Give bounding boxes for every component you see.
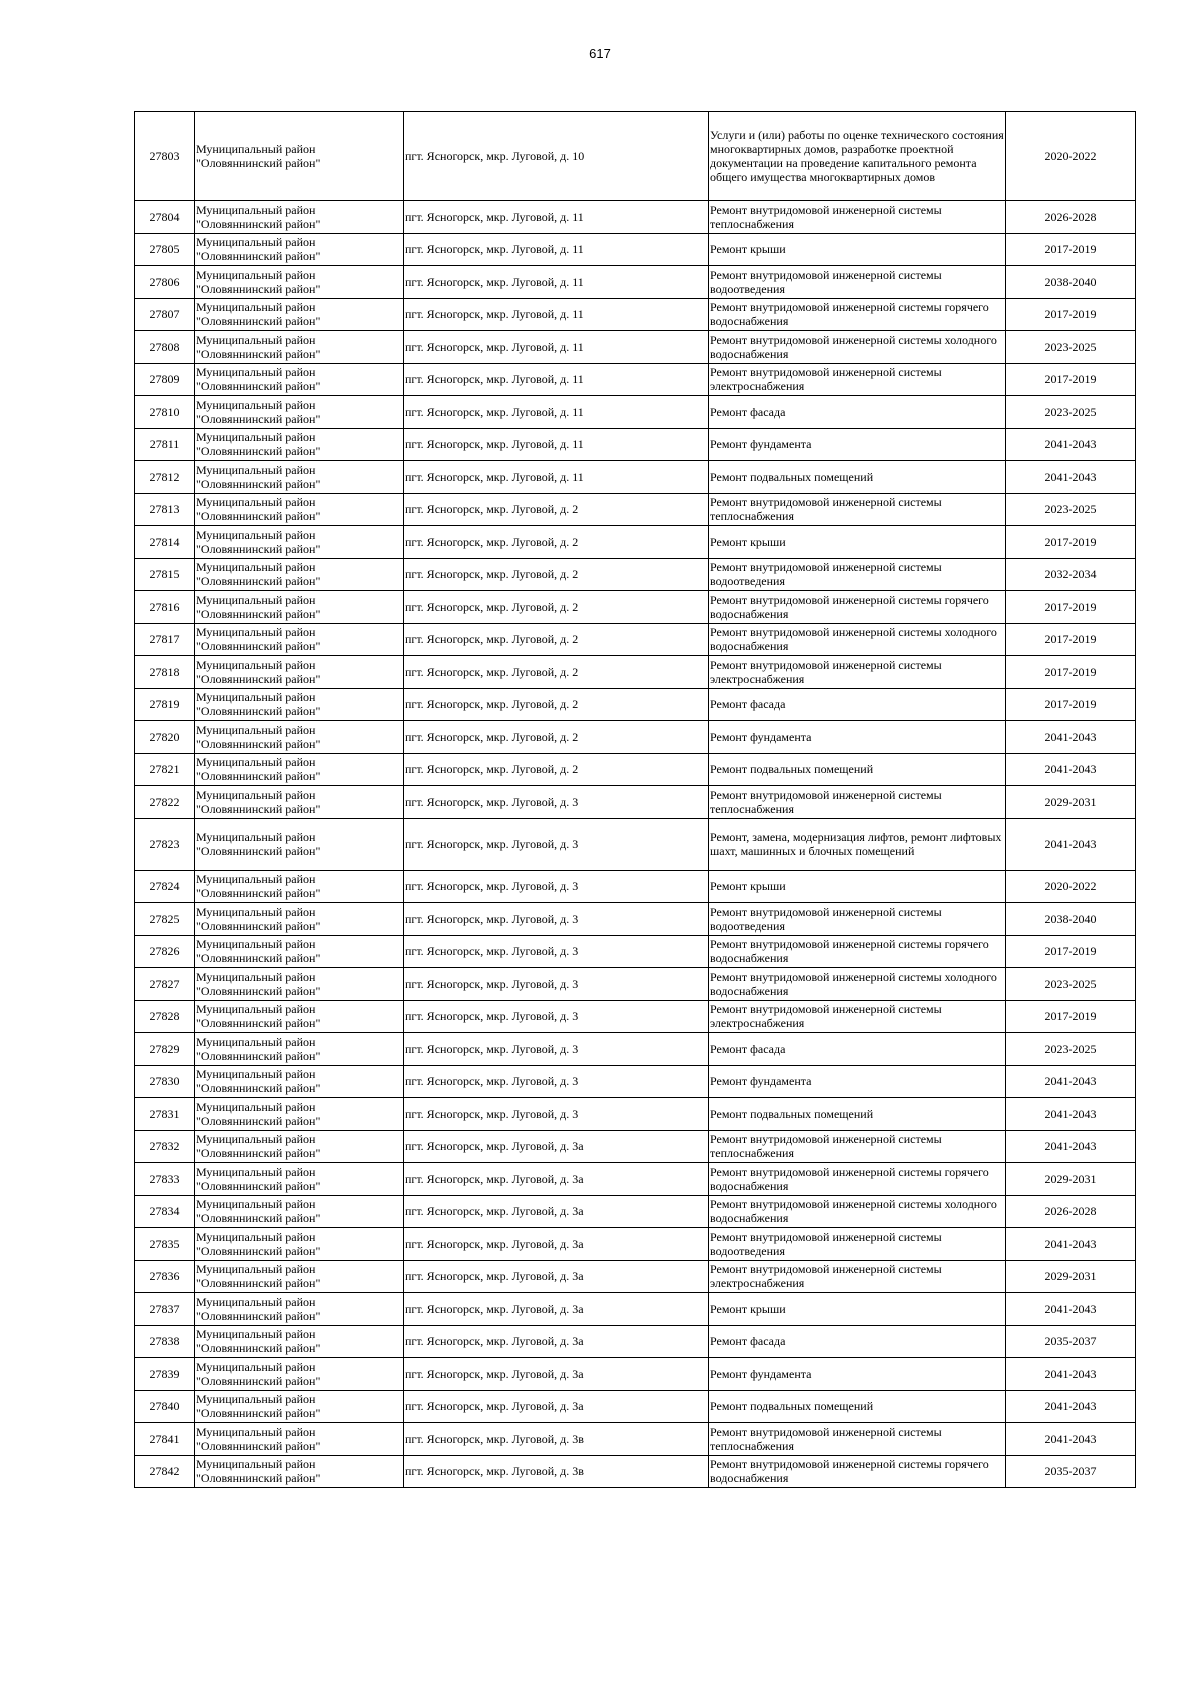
table-row xyxy=(135,558,1136,591)
district-cell: Муниципальный район "Оловяннинский район" xyxy=(195,623,404,656)
address-cell: пгт. Ясногорск, мкр. Луговой, д. 2 xyxy=(404,721,709,754)
period-cell: 2017-2019 xyxy=(1006,688,1136,721)
row-id-cell: 27828 xyxy=(135,1000,195,1033)
work-type-cell: Ремонт подвальных помещений xyxy=(709,461,1006,494)
row-id-cell: 27816 xyxy=(135,591,195,624)
district-cell: Муниципальный район "Оловяннинский район" xyxy=(195,1423,404,1456)
district-cell: Муниципальный район "Оловяннинский район" xyxy=(195,818,404,870)
table-row xyxy=(135,1260,1136,1293)
district-cell: Муниципальный район "Оловяннинский район" xyxy=(195,558,404,591)
table-row xyxy=(135,1325,1136,1358)
row-id-cell: 27809 xyxy=(135,363,195,396)
work-type-cell: Ремонт фасада xyxy=(709,688,1006,721)
row-id-cell: 27820 xyxy=(135,721,195,754)
district-cell: Муниципальный район "Оловяннинский район" xyxy=(195,1228,404,1261)
period-cell: 2017-2019 xyxy=(1006,935,1136,968)
district-cell: Муниципальный район "Оловяннинский район" xyxy=(195,201,404,234)
address-cell: пгт. Ясногорск, мкр. Луговой, д. 11 xyxy=(404,363,709,396)
address-cell: пгт. Ясногорск, мкр. Луговой, д. 3а xyxy=(404,1358,709,1391)
address-cell: пгт. Ясногорск, мкр. Луговой, д. 3а xyxy=(404,1163,709,1196)
district-cell: Муниципальный район "Оловяннинский район" xyxy=(195,870,404,903)
district-cell: Муниципальный район "Оловяннинский район" xyxy=(195,1195,404,1228)
period-cell: 2017-2019 xyxy=(1006,656,1136,689)
period-cell: 2035-2037 xyxy=(1006,1325,1136,1358)
work-type-cell: Ремонт внутридомовой инженерной системы теплоснабжения xyxy=(709,786,1006,819)
period-cell: 2041-2043 xyxy=(1006,1228,1136,1261)
row-id-cell: 27835 xyxy=(135,1228,195,1261)
address-cell: пгт. Ясногорск, мкр. Луговой, д. 3а xyxy=(404,1260,709,1293)
work-type-cell: Ремонт фундамента xyxy=(709,1065,1006,1098)
address-cell: пгт. Ясногорск, мкр. Луговой, д. 3а xyxy=(404,1130,709,1163)
row-id-cell: 27815 xyxy=(135,558,195,591)
row-id-cell: 27840 xyxy=(135,1390,195,1423)
address-cell: пгт. Ясногорск, мкр. Луговой, д. 3 xyxy=(404,935,709,968)
table-row xyxy=(135,266,1136,299)
table-row xyxy=(135,1000,1136,1033)
row-id-cell: 27841 xyxy=(135,1423,195,1456)
address-cell: пгт. Ясногорск, мкр. Луговой, д. 2 xyxy=(404,558,709,591)
district-cell: Муниципальный район "Оловяннинский район" xyxy=(195,1293,404,1326)
address-cell: пгт. Ясногорск, мкр. Луговой, д. 3 xyxy=(404,786,709,819)
table-row xyxy=(135,591,1136,624)
period-cell: 2038-2040 xyxy=(1006,266,1136,299)
address-cell: пгт. Ясногорск, мкр. Луговой, д. 3в xyxy=(404,1455,709,1488)
work-type-cell: Ремонт фасада xyxy=(709,1325,1006,1358)
period-cell: 2041-2043 xyxy=(1006,1293,1136,1326)
address-cell: пгт. Ясногорск, мкр. Луговой, д. 11 xyxy=(404,266,709,299)
district-cell: Муниципальный район "Оловяннинский район" xyxy=(195,591,404,624)
row-id-cell: 27819 xyxy=(135,688,195,721)
work-type-cell: Ремонт крыши xyxy=(709,233,1006,266)
period-cell: 2017-2019 xyxy=(1006,1000,1136,1033)
work-type-cell: Ремонт внутридомовой инженерной системы горячего водоснабжения xyxy=(709,1163,1006,1196)
row-id-cell: 27811 xyxy=(135,428,195,461)
address-cell: пгт. Ясногорск, мкр. Луговой, д. 11 xyxy=(404,201,709,234)
row-id-cell: 27817 xyxy=(135,623,195,656)
row-id-cell: 27804 xyxy=(135,201,195,234)
district-cell: Муниципальный район "Оловяннинский район" xyxy=(195,1098,404,1131)
address-cell: пгт. Ясногорск, мкр. Луговой, д. 3а xyxy=(404,1390,709,1423)
row-id-cell: 27808 xyxy=(135,331,195,364)
district-cell: Муниципальный район "Оловяннинский район" xyxy=(195,363,404,396)
table-row xyxy=(135,870,1136,903)
district-cell: Муниципальный район "Оловяннинский район" xyxy=(195,1163,404,1196)
address-cell: пгт. Ясногорск, мкр. Луговой, д. 2 xyxy=(404,591,709,624)
address-cell: пгт. Ясногорск, мкр. Луговой, д. 2 xyxy=(404,656,709,689)
address-cell: пгт. Ясногорск, мкр. Луговой, д. 3 xyxy=(404,1098,709,1131)
district-cell: Муниципальный район "Оловяннинский район" xyxy=(195,1260,404,1293)
address-cell: пгт. Ясногорск, мкр. Луговой, д. 11 xyxy=(404,396,709,429)
table-row xyxy=(135,1163,1136,1196)
row-id-cell: 27821 xyxy=(135,753,195,786)
work-type-cell: Ремонт внутридомовой инженерной системы водоотведения xyxy=(709,1228,1006,1261)
address-cell: пгт. Ясногорск, мкр. Луговой, д. 3а xyxy=(404,1325,709,1358)
district-cell: Муниципальный район "Оловяннинский район" xyxy=(195,461,404,494)
table-row xyxy=(135,1098,1136,1131)
period-cell: 2026-2028 xyxy=(1006,1195,1136,1228)
table-row xyxy=(135,1390,1136,1423)
address-cell: пгт. Ясногорск, мкр. Луговой, д. 3 xyxy=(404,968,709,1001)
address-cell: пгт. Ясногорск, мкр. Луговой, д. 2 xyxy=(404,753,709,786)
row-id-cell: 27826 xyxy=(135,935,195,968)
work-type-cell: Ремонт подвальных помещений xyxy=(709,1390,1006,1423)
period-cell: 2041-2043 xyxy=(1006,721,1136,754)
period-cell: 2029-2031 xyxy=(1006,786,1136,819)
district-cell: Муниципальный район "Оловяннинский район" xyxy=(195,233,404,266)
address-cell: пгт. Ясногорск, мкр. Луговой, д. 11 xyxy=(404,428,709,461)
district-cell: Муниципальный район "Оловяннинский район" xyxy=(195,266,404,299)
table-body xyxy=(135,112,1136,1488)
table-row xyxy=(135,786,1136,819)
work-type-cell: Ремонт внутридомовой инженерной системы электроснабжения xyxy=(709,656,1006,689)
table-row xyxy=(135,753,1136,786)
district-cell: Муниципальный район "Оловяннинский район" xyxy=(195,656,404,689)
district-cell: Муниципальный район "Оловяннинский район" xyxy=(195,1065,404,1098)
address-cell: пгт. Ясногорск, мкр. Луговой, д. 2 xyxy=(404,493,709,526)
row-id-cell: 27830 xyxy=(135,1065,195,1098)
district-cell: Муниципальный район "Оловяннинский район" xyxy=(195,331,404,364)
table-row xyxy=(135,968,1136,1001)
work-type-cell: Ремонт подвальных помещений xyxy=(709,753,1006,786)
period-cell: 2023-2025 xyxy=(1006,331,1136,364)
table-row xyxy=(135,623,1136,656)
table-row xyxy=(135,233,1136,266)
period-cell: 2017-2019 xyxy=(1006,623,1136,656)
table-row xyxy=(135,1065,1136,1098)
work-type-cell: Ремонт внутридомовой инженерной системы горячего водоснабжения xyxy=(709,935,1006,968)
work-type-cell: Ремонт внутридомовой инженерной системы теплоснабжения xyxy=(709,201,1006,234)
work-type-cell: Ремонт внутридомовой инженерной системы теплоснабжения xyxy=(709,1423,1006,1456)
district-cell: Муниципальный район "Оловяннинский район" xyxy=(195,968,404,1001)
row-id-cell: 27837 xyxy=(135,1293,195,1326)
row-id-cell: 27839 xyxy=(135,1358,195,1391)
period-cell: 2020-2022 xyxy=(1006,112,1136,201)
work-type-cell: Ремонт внутридомовой инженерной системы горячего водоснабжения xyxy=(709,1455,1006,1488)
period-cell: 2032-2034 xyxy=(1006,558,1136,591)
table-row xyxy=(135,298,1136,331)
table-row xyxy=(135,428,1136,461)
work-type-cell: Ремонт внутридомовой инженерной системы электроснабжения xyxy=(709,363,1006,396)
table-row xyxy=(135,526,1136,559)
period-cell: 2041-2043 xyxy=(1006,1098,1136,1131)
period-cell: 2041-2043 xyxy=(1006,1130,1136,1163)
period-cell: 2023-2025 xyxy=(1006,1033,1136,1066)
work-type-cell: Ремонт внутридомовой инженерной системы горячего водоснабжения xyxy=(709,591,1006,624)
address-cell: пгт. Ясногорск, мкр. Луговой, д. 3 xyxy=(404,1033,709,1066)
table-row xyxy=(135,1455,1136,1488)
address-cell: пгт. Ясногорск, мкр. Луговой, д. 3 xyxy=(404,1000,709,1033)
work-type-cell: Ремонт внутридомовой инженерной системы водоотведения xyxy=(709,558,1006,591)
address-cell: пгт. Ясногорск, мкр. Луговой, д. 11 xyxy=(404,461,709,494)
address-cell: пгт. Ясногорск, мкр. Луговой, д. 11 xyxy=(404,331,709,364)
page-number: 617 xyxy=(589,46,611,61)
table-row xyxy=(135,656,1136,689)
row-id-cell: 27832 xyxy=(135,1130,195,1163)
row-id-cell: 27812 xyxy=(135,461,195,494)
row-id-cell: 27825 xyxy=(135,903,195,936)
work-type-cell: Ремонт фундамента xyxy=(709,1358,1006,1391)
table-row xyxy=(135,1195,1136,1228)
address-cell: пгт. Ясногорск, мкр. Луговой, д. 10 xyxy=(404,112,709,201)
district-cell: Муниципальный район "Оловяннинский район" xyxy=(195,1033,404,1066)
table-row xyxy=(135,112,1136,201)
period-cell: 2017-2019 xyxy=(1006,233,1136,266)
period-cell: 2041-2043 xyxy=(1006,1390,1136,1423)
work-type-cell: Ремонт крыши xyxy=(709,1293,1006,1326)
row-id-cell: 27822 xyxy=(135,786,195,819)
work-type-cell: Ремонт крыши xyxy=(709,526,1006,559)
period-cell: 2023-2025 xyxy=(1006,493,1136,526)
table-row xyxy=(135,935,1136,968)
row-id-cell: 27818 xyxy=(135,656,195,689)
period-cell: 2020-2022 xyxy=(1006,870,1136,903)
period-cell: 2023-2025 xyxy=(1006,396,1136,429)
row-id-cell: 27814 xyxy=(135,526,195,559)
address-cell: пгт. Ясногорск, мкр. Луговой, д. 3 xyxy=(404,870,709,903)
work-type-cell: Ремонт внутридомовой инженерной системы теплоснабжения xyxy=(709,493,1006,526)
table-row xyxy=(135,1228,1136,1261)
work-type-cell: Услуги и (или) работы по оценке технического состояния многоквартирных домов, разработке проектной документации на проведение капитального ремонта общего имущества многоквартирных домов xyxy=(709,112,1006,201)
table-row xyxy=(135,461,1136,494)
address-cell: пгт. Ясногорск, мкр. Луговой, д. 3 xyxy=(404,1065,709,1098)
table-row xyxy=(135,396,1136,429)
work-type-cell: Ремонт внутридомовой инженерной системы холодного водоснабжения xyxy=(709,623,1006,656)
work-type-cell: Ремонт фасада xyxy=(709,396,1006,429)
work-type-cell: Ремонт внутридомовой инженерной системы электроснабжения xyxy=(709,1260,1006,1293)
district-cell: Муниципальный район "Оловяннинский район" xyxy=(195,1358,404,1391)
period-cell: 2041-2043 xyxy=(1006,428,1136,461)
district-cell: Муниципальный район "Оловяннинский район" xyxy=(195,112,404,201)
table-row xyxy=(135,1130,1136,1163)
table-row xyxy=(135,493,1136,526)
period-cell: 2023-2025 xyxy=(1006,968,1136,1001)
row-id-cell: 27829 xyxy=(135,1033,195,1066)
table-row xyxy=(135,1423,1136,1456)
address-cell: пгт. Ясногорск, мкр. Луговой, д. 2 xyxy=(404,623,709,656)
period-cell: 2017-2019 xyxy=(1006,526,1136,559)
district-cell: Муниципальный район "Оловяннинский район" xyxy=(195,1455,404,1488)
period-cell: 2017-2019 xyxy=(1006,591,1136,624)
work-type-cell: Ремонт внутридомовой инженерной системы горячего водоснабжения xyxy=(709,298,1006,331)
period-cell: 2029-2031 xyxy=(1006,1260,1136,1293)
work-type-cell: Ремонт внутридомовой инженерной системы электроснабжения xyxy=(709,1000,1006,1033)
work-type-cell: Ремонт фундамента xyxy=(709,721,1006,754)
period-cell: 2041-2043 xyxy=(1006,461,1136,494)
table-row xyxy=(135,1358,1136,1391)
table-row xyxy=(135,1293,1136,1326)
address-cell: пгт. Ясногорск, мкр. Луговой, д. 3а xyxy=(404,1195,709,1228)
district-cell: Муниципальный район "Оловяннинский район" xyxy=(195,1390,404,1423)
work-type-cell: Ремонт фасада xyxy=(709,1033,1006,1066)
address-cell: пгт. Ясногорск, мкр. Луговой, д. 3 xyxy=(404,818,709,870)
row-id-cell: 27827 xyxy=(135,968,195,1001)
district-cell: Муниципальный район "Оловяннинский район" xyxy=(195,493,404,526)
row-id-cell: 27833 xyxy=(135,1163,195,1196)
work-type-cell: Ремонт внутридомовой инженерной системы холодного водоснабжения xyxy=(709,1195,1006,1228)
address-cell: пгт. Ясногорск, мкр. Луговой, д. 2 xyxy=(404,526,709,559)
address-cell: пгт. Ясногорск, мкр. Луговой, д. 11 xyxy=(404,298,709,331)
period-cell: 2038-2040 xyxy=(1006,903,1136,936)
work-type-cell: Ремонт крыши xyxy=(709,870,1006,903)
row-id-cell: 27824 xyxy=(135,870,195,903)
district-cell: Муниципальный район "Оловяннинский район" xyxy=(195,396,404,429)
address-cell: пгт. Ясногорск, мкр. Луговой, д. 11 xyxy=(404,233,709,266)
row-id-cell: 27836 xyxy=(135,1260,195,1293)
table-row xyxy=(135,721,1136,754)
address-cell: пгт. Ясногорск, мкр. Луговой, д. 3а xyxy=(404,1228,709,1261)
district-cell: Муниципальный район "Оловяннинский район" xyxy=(195,428,404,461)
district-cell: Муниципальный район "Оловяннинский район" xyxy=(195,1130,404,1163)
district-cell: Муниципальный район "Оловяннинский район" xyxy=(195,786,404,819)
work-type-cell: Ремонт внутридомовой инженерной системы теплоснабжения xyxy=(709,1130,1006,1163)
period-cell: 2017-2019 xyxy=(1006,363,1136,396)
district-cell: Муниципальный район "Оловяннинский район" xyxy=(195,298,404,331)
work-type-cell: Ремонт, замена, модернизация лифтов, ремонт лифтовых шахт, машинных и блочных помещений xyxy=(709,818,1006,870)
period-cell: 2041-2043 xyxy=(1006,753,1136,786)
work-type-cell: Ремонт внутридомовой инженерной системы водоотведения xyxy=(709,266,1006,299)
period-cell: 2035-2037 xyxy=(1006,1455,1136,1488)
district-cell: Муниципальный район "Оловяннинский район" xyxy=(195,935,404,968)
district-cell: Муниципальный район "Оловяннинский район" xyxy=(195,688,404,721)
work-type-cell: Ремонт фундамента xyxy=(709,428,1006,461)
row-id-cell: 27834 xyxy=(135,1195,195,1228)
row-id-cell: 27813 xyxy=(135,493,195,526)
period-cell: 2041-2043 xyxy=(1006,1065,1136,1098)
period-cell: 2041-2043 xyxy=(1006,1358,1136,1391)
row-id-cell: 27803 xyxy=(135,112,195,201)
row-id-cell: 27838 xyxy=(135,1325,195,1358)
repair-schedule-table xyxy=(134,111,1136,1488)
address-cell: пгт. Ясногорск, мкр. Луговой, д. 3 xyxy=(404,903,709,936)
district-cell: Муниципальный район "Оловяннинский район" xyxy=(195,1325,404,1358)
address-cell: пгт. Ясногорск, мкр. Луговой, д. 3а xyxy=(404,1293,709,1326)
row-id-cell: 27831 xyxy=(135,1098,195,1131)
period-cell: 2041-2043 xyxy=(1006,1423,1136,1456)
district-cell: Муниципальный район "Оловяннинский район" xyxy=(195,1000,404,1033)
period-cell: 2041-2043 xyxy=(1006,818,1136,870)
district-cell: Муниципальный район "Оловяннинский район" xyxy=(195,721,404,754)
table-row xyxy=(135,363,1136,396)
table-row xyxy=(135,331,1136,364)
work-type-cell: Ремонт подвальных помещений xyxy=(709,1098,1006,1131)
row-id-cell: 27806 xyxy=(135,266,195,299)
period-cell: 2017-2019 xyxy=(1006,298,1136,331)
row-id-cell: 27810 xyxy=(135,396,195,429)
table-row xyxy=(135,201,1136,234)
table-row xyxy=(135,1033,1136,1066)
row-id-cell: 27807 xyxy=(135,298,195,331)
work-type-cell: Ремонт внутридомовой инженерной системы водоотведения xyxy=(709,903,1006,936)
district-cell: Муниципальный район "Оловяннинский район" xyxy=(195,903,404,936)
period-cell: 2029-2031 xyxy=(1006,1163,1136,1196)
table-row xyxy=(135,818,1136,870)
row-id-cell: 27823 xyxy=(135,818,195,870)
row-id-cell: 27805 xyxy=(135,233,195,266)
work-type-cell: Ремонт внутридомовой инженерной системы холодного водоснабжения xyxy=(709,968,1006,1001)
row-id-cell: 27842 xyxy=(135,1455,195,1488)
period-cell: 2026-2028 xyxy=(1006,201,1136,234)
work-type-cell: Ремонт внутридомовой инженерной системы холодного водоснабжения xyxy=(709,331,1006,364)
address-cell: пгт. Ясногорск, мкр. Луговой, д. 2 xyxy=(404,688,709,721)
address-cell: пгт. Ясногорск, мкр. Луговой, д. 3в xyxy=(404,1423,709,1456)
district-cell: Муниципальный район "Оловяннинский район" xyxy=(195,753,404,786)
table-row xyxy=(135,903,1136,936)
table-row xyxy=(135,688,1136,721)
district-cell: Муниципальный район "Оловяннинский район" xyxy=(195,526,404,559)
